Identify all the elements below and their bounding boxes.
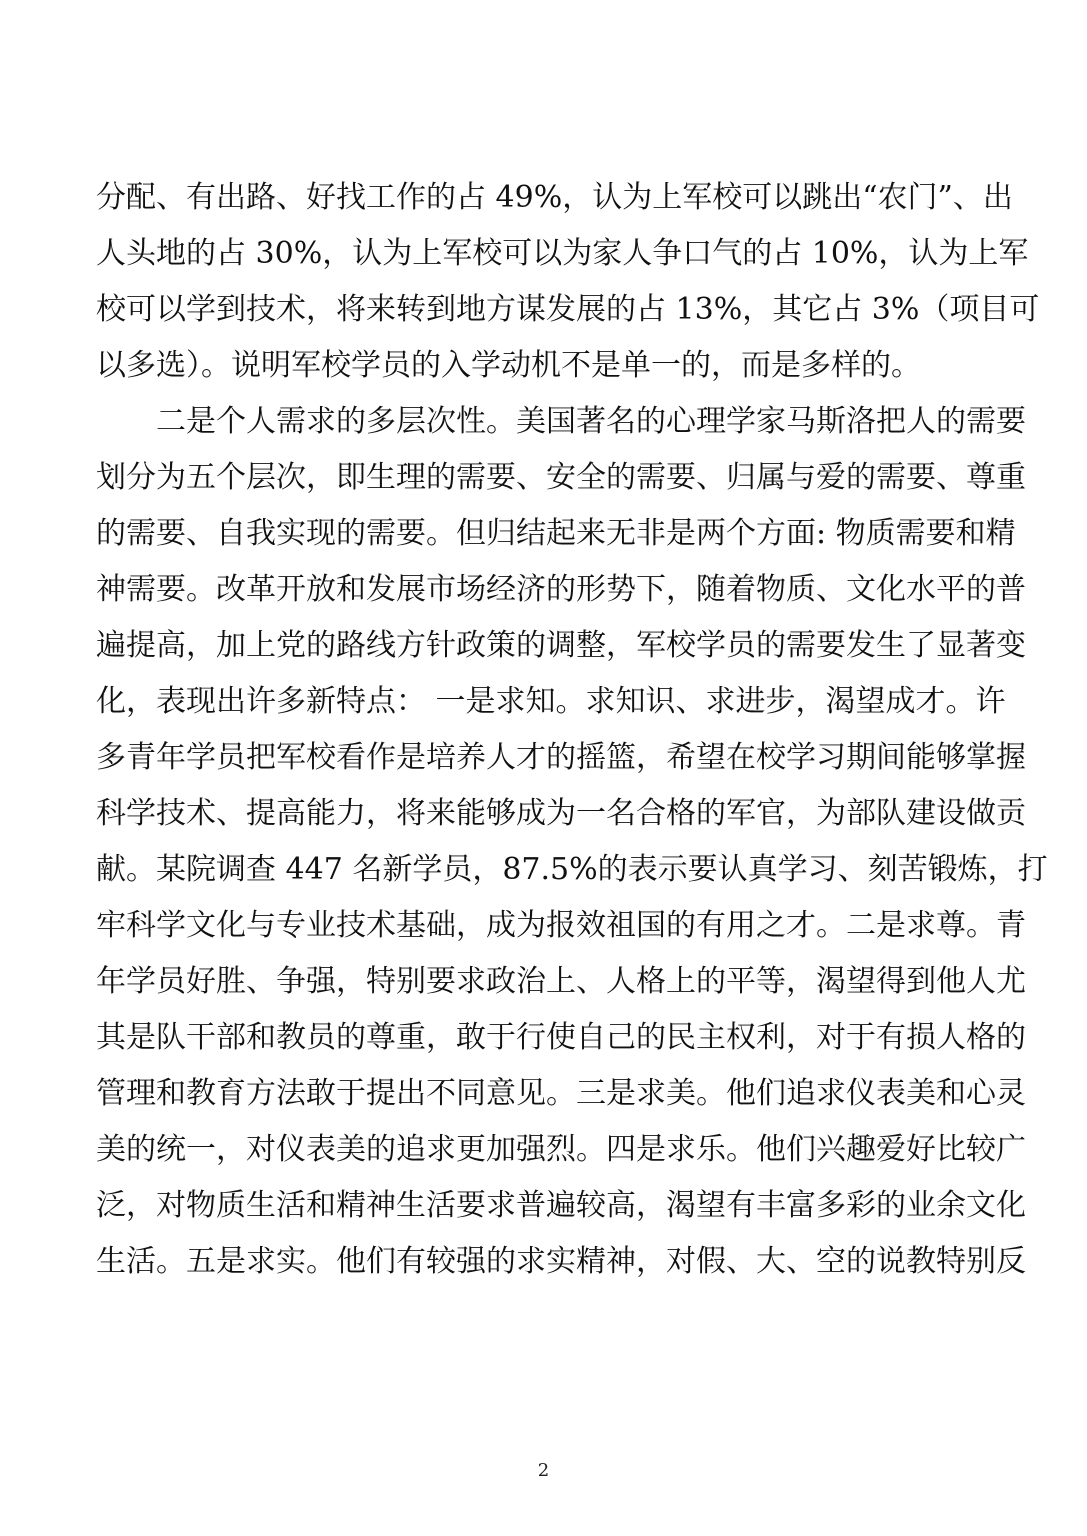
text-line: 牢科学文化与专业技术基础，成为报效祖国的有用之才。二是求尊。青 [96, 908, 1026, 943]
text-line: 校可以学到技术，将来转到地方谋发展的占 13%，其它占 3%（项目可 [96, 292, 1040, 327]
text-line: 神需要。改革开放和发展市场经济的形势下，随着物质、文化水平的普 [96, 572, 1026, 607]
page-number: 2 [537, 1460, 550, 1481]
text-line: 多青年学员把军校看作是培养人才的摇篮，希望在校学习期间能够掌握 [96, 740, 1026, 775]
text-line: 管理和教育方法敢于提出不同意见。三是求美。他们追求仪表美和心灵 [96, 1076, 1026, 1111]
text-line: 美的统一，对仪表美的追求更加强烈。四是求乐。他们兴趣爱好比较广 [96, 1132, 1026, 1167]
body-text [96, 170, 1048, 1290]
text-line: 二是个人需求的多层次性。美国著名的心理学家马斯洛把人的需要 [156, 404, 1026, 439]
text-line: 的需要、自我实现的需要。但归结起来无非是两个方面: 物质需要和精 [96, 516, 1016, 551]
paragraph-1 [96, 170, 1040, 394]
paragraph-2 [96, 394, 1048, 1290]
text-line: 分配、有出路、好找工作的占 49%，认为上军校可以跳出“农门”、出 [96, 180, 1013, 215]
text-line: 年学员好胜、争强，特别要求政治上、人格上的平等，渴望得到他人尤 [96, 964, 1026, 999]
text-line: 遍提高，加上党的路线方针政策的调整，军校学员的需要发生了显著变 [96, 628, 1026, 663]
text-line: 其是队干部和教员的尊重，敢于行使自己的民主权利，对于有损人格的 [96, 1020, 1026, 1055]
text-line: 科学技术、提高能力，将来能够成为一名合格的军官，为部队建设做贡 [96, 796, 1026, 831]
text-line: 泛，对物质生活和精神生活要求普遍较高，渴望有丰富多彩的业余文化 [96, 1188, 1026, 1223]
text-line: 献。某院调查 447 名新学员，87.5%的表示要认真学习、刻苦锻炼，打 [96, 852, 1048, 887]
text-line: 化，表现出许多新特点： 一是求知。求知识、求进步，渴望成才。许 [96, 684, 1006, 719]
text-line: 生活。五是求实。他们有较强的求实精神，对假、大、空的说教特别反 [96, 1244, 1026, 1279]
text-line: 划分为五个层次，即生理的需要、安全的需要、归属与爱的需要、尊重 [96, 460, 1026, 495]
text-line: 以多选）。说明军校学员的入学动机不是单一的，而是多样的。 [96, 348, 921, 383]
text-line: 人头地的占 30%，认为上军校可以为家人争口气的占 10%，认为上军 [96, 236, 1029, 271]
